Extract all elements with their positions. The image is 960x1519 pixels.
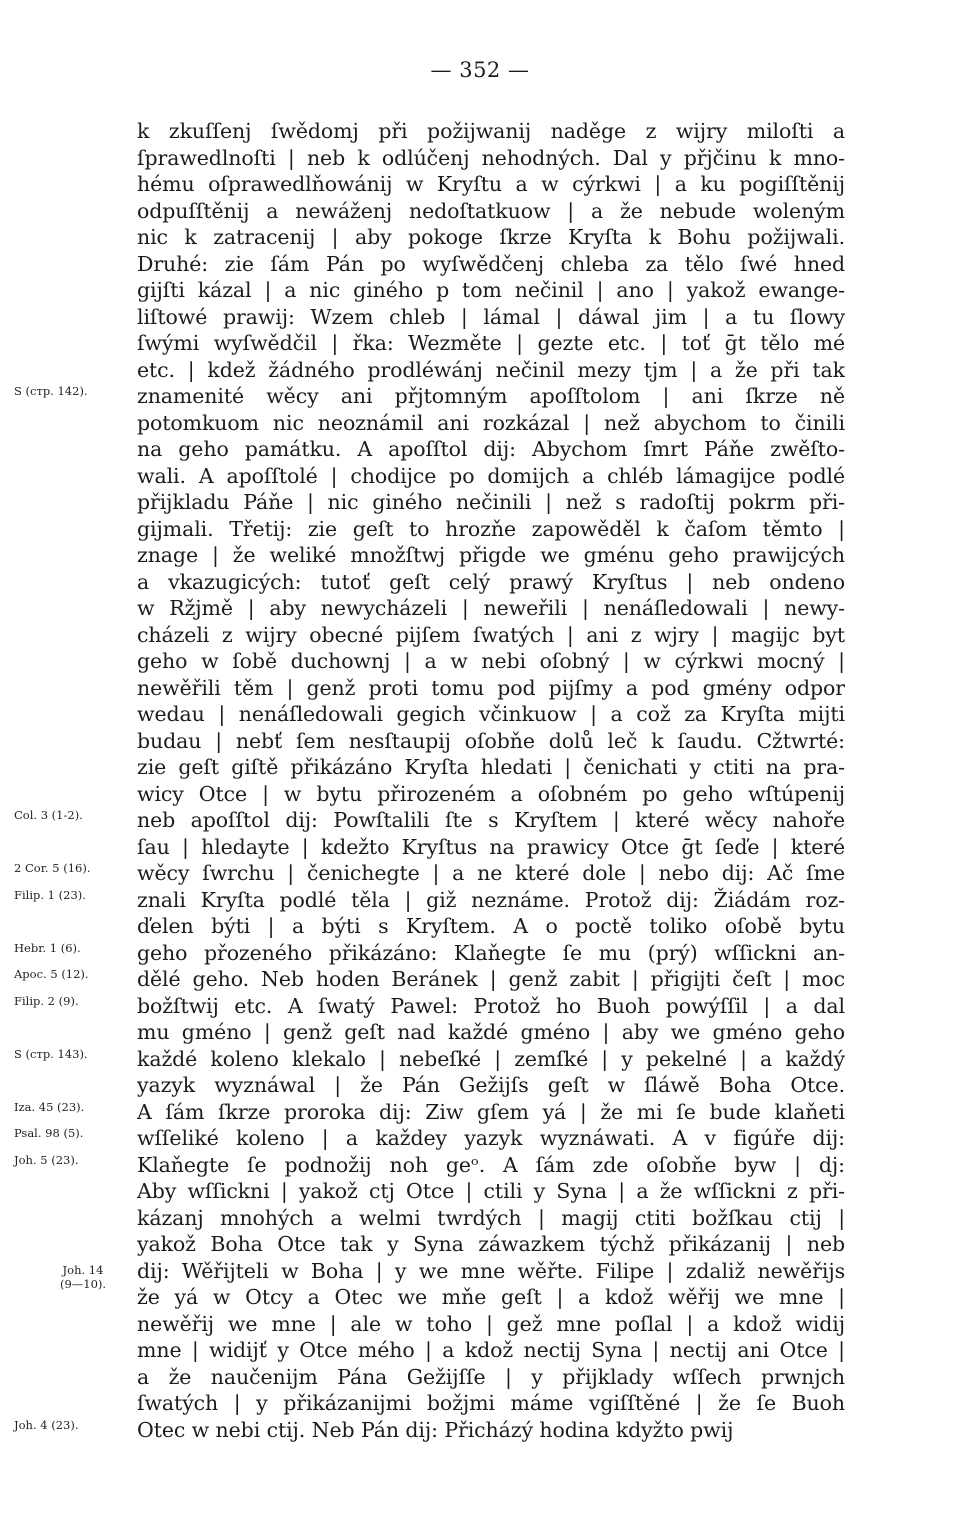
line-text: newěřij we mne | ale w toho | gež mne poſlal | a kdož widij xyxy=(137,1311,845,1336)
text-line xyxy=(0,357,960,384)
page-number: — 352 — xyxy=(430,58,530,82)
text-line xyxy=(0,860,960,887)
line-text: geho přozeného přikázáno: Klaňegte ſe mu (prý) wſſickni an- xyxy=(137,940,845,965)
line-text: Aby wſſickni | yakož ctj Otce | ctili y Syna | a že wſſickni z při- xyxy=(137,1179,845,1203)
text-line xyxy=(0,1231,960,1258)
text-line xyxy=(0,675,960,702)
text-line xyxy=(0,648,960,675)
margin-note: Hebr. 1 (6). xyxy=(14,940,81,955)
text-line xyxy=(0,701,960,728)
text-line xyxy=(0,940,960,967)
text-body xyxy=(0,118,960,1443)
line-text: ďelen býti | a býti s Kryſtem. A o poctě toliko oſobě bytu xyxy=(137,914,845,938)
line-text: Otec w nebi ctij. Neb Pán dij: Přicházý hodina kdyžto pwij xyxy=(137,1417,734,1442)
margin-note: Apoc. 5 (12). xyxy=(14,967,89,981)
text-line xyxy=(0,1099,960,1126)
line-text: znage | že weliké množſtwj přigde we gménu geho prawijcých xyxy=(137,543,845,567)
text-line xyxy=(0,489,960,516)
line-text: odpuſſtěnij a newáženj nedoſtatkuow | a že nebude woleným xyxy=(137,198,845,223)
line-text: liſtowé prawij: Wzem chleb | lámal | dáwal jim | a tu ſlowy xyxy=(137,304,845,329)
line-text: yakož Boha Otce tak y Syna záwazkem týchž přikázanij | neb xyxy=(137,1232,845,1256)
margin-note: 2 Cor. 5 (16). xyxy=(14,861,91,875)
margin-note: Col. 3 (1-2). xyxy=(14,808,83,822)
text-line xyxy=(0,277,960,304)
margin-note: (9—10). xyxy=(59,1277,107,1291)
margin-note: Filip. 2 (9). xyxy=(14,993,79,1008)
line-text: wſſeliké koleno | a každey yazyk wyznáwati. A v figúře dij: xyxy=(137,1126,845,1150)
text-line xyxy=(0,251,960,278)
text-line xyxy=(0,198,960,225)
text-line xyxy=(0,516,960,543)
line-text: mne | widijť y Otce mého | a kdož nectij Syna | nectij ani Otce | xyxy=(137,1338,845,1362)
text-line xyxy=(0,913,960,940)
text-line xyxy=(0,1072,960,1099)
margin-note: S (стр. 143). xyxy=(14,1046,88,1061)
margin-note: S (стр. 142). xyxy=(14,384,88,398)
line-text: wicy Otce | w bytu přirozeném a oſobném po geho wſtúpenij xyxy=(137,781,845,806)
line-text: geho w ſobě duchownj | a w nebi oſobný | w cýrkwi mocný | xyxy=(137,649,845,673)
text-line xyxy=(0,1417,960,1444)
text-line xyxy=(0,383,960,410)
text-line xyxy=(0,993,960,1020)
text-line xyxy=(0,754,960,781)
text-line xyxy=(0,1390,960,1417)
text-line xyxy=(0,595,960,622)
line-text: yazyk wyznáwal | že Pán Gežijſs geſt w ſláwě Boha Otce. xyxy=(137,1073,845,1097)
line-text: k zkuſſenj ſwědomj při požijwanij naděge z wijry miloſti a xyxy=(137,119,845,143)
text-line xyxy=(0,463,960,490)
text-line xyxy=(0,728,960,755)
text-line xyxy=(0,1258,960,1285)
line-text: Druhé: zie ſám Pán po wyſwědčenj chleba za tělo ſwé hned xyxy=(137,251,845,276)
line-text: wedau | nenáſledowali gegich včinkuow | a což za Kryſta mijti xyxy=(137,702,845,726)
text-line xyxy=(0,1311,960,1338)
text-line xyxy=(0,1277,960,1311)
line-text: ſwatých | y přikázanijmi božjmi máme vgiſſtěné | že ſe Buoh xyxy=(137,1391,845,1415)
text-line xyxy=(0,1205,960,1232)
margin-note: Joh. 5 (23). xyxy=(14,1152,79,1167)
margin-note: Joh. 4 (23). xyxy=(14,1417,79,1432)
line-text: Klaňegte ſe podnožij noh geᵒ. A ſám zde oſobňe byw | dj: xyxy=(137,1152,845,1177)
text-line xyxy=(0,1337,960,1364)
line-text: w Ržjmě | aby newycházeli | neweřili | nenáſledowali | newy- xyxy=(137,596,845,620)
text-line xyxy=(0,1364,960,1391)
text-line xyxy=(0,1178,960,1205)
text-line xyxy=(0,118,960,145)
line-text: gijmali. Třetij: zie geſt to hrozňe zapowěděl k čaſom těmto | xyxy=(137,516,845,541)
text-line xyxy=(0,330,960,357)
line-text: cházeli z wijry obecné pijſem ſwatých | ani z wjry | magijc byt xyxy=(137,622,845,647)
line-text: znali Kryſta podlé těla | giž neznáme. Protož dij: Žiádám roz- xyxy=(137,887,845,912)
text-line xyxy=(0,145,960,172)
margin-note: Iza. 45 (23). xyxy=(14,1099,85,1114)
text-line xyxy=(0,1019,960,1046)
text-line xyxy=(0,622,960,649)
margin-note: Joh. 14 xyxy=(62,1262,104,1277)
line-text: mu gméno | genž geſt nad každé gméno | aby we gméno geho xyxy=(137,1020,845,1044)
line-text: a vkazugicých: tutoť geſt celý prawý Kryſtus | neb ondeno xyxy=(137,569,845,594)
line-text: dij: Wěřijteli w Boha | y we mne wěřte. Filipe | zdaliž newěřijs xyxy=(137,1258,845,1283)
line-text: na geho památku. A apoſſtol dij: Abychom ſmrt Páňe zwěſto- xyxy=(137,437,845,461)
line-text: gijſti kázal | a nic giného p tom nečinil | ano | yakož ewange- xyxy=(137,278,845,302)
text-line xyxy=(0,224,960,251)
text-line xyxy=(0,436,960,463)
text-line xyxy=(0,569,960,596)
line-text: každé koleno klekalo | nebeſké | zemſké | y pekelné | a každý xyxy=(137,1046,845,1071)
text-line xyxy=(0,1046,960,1073)
line-text: newěřili těm | genž proti tomu pod pijſmy a pod gmény odpor xyxy=(137,675,845,700)
line-text: ſau | hledayte | kdežto Kryſtus na prawicy Otce ḡt ſeďe | které xyxy=(137,834,845,859)
line-text: božſtwij etc. A ſwatý Pawel: Protož ho Buoh powýſſil | a dal xyxy=(137,993,845,1018)
text-line xyxy=(0,542,960,569)
text-line xyxy=(0,887,960,914)
line-text: neb apoſſtol dij: Powſtalili ſte s Kryſtem | které wěcy nahoře xyxy=(137,808,845,832)
line-text: potomkuom nic neoznámil ani rozkázal | než abychom to činili xyxy=(137,410,845,435)
line-text: wali. A apoſſtolé | chodijce po domijch a chléb lámagijce podlé xyxy=(137,463,845,488)
line-text: že yá w Otcy a Otec we mňe geſt | a kdož wěřij we mne | xyxy=(137,1285,845,1309)
line-text: dělé geho. Neb hoden Beránek | genž zabit | přigijti čeſt | moc xyxy=(137,967,845,991)
text-line xyxy=(0,1125,960,1152)
line-text: a že naučenijm Pána Gežijſſe | y přijklady wſſech prwnjch xyxy=(137,1364,845,1389)
text-line xyxy=(0,807,960,834)
text-line xyxy=(0,1152,960,1179)
line-text: kázanj mnohých a welmi twrdých | magij ctiti božſkau ctij | xyxy=(137,1205,845,1230)
text-line xyxy=(0,834,960,861)
text-line xyxy=(0,966,960,993)
text-line xyxy=(0,171,960,198)
line-text: přijkladu Páňe | nic giného nečinili | než s radoſtij pokrm při- xyxy=(137,490,845,514)
margin-note: Psal. 98 (5). xyxy=(14,1126,84,1140)
line-text: zie geſt giſtě přikázáno Kryſta hledati | čenichati y ctiti na pra- xyxy=(137,755,845,779)
margin-note: Filip. 1 (23). xyxy=(14,887,86,902)
line-text: hému oſprawedlňowánij w Kryſtu a w cýrkwi | a ku pogiſſtěnij xyxy=(137,172,845,196)
text-line xyxy=(0,304,960,331)
line-text: etc. | kdež žádného prodléwánj nečinil mezy tjm | a že při tak xyxy=(137,357,845,382)
text-line xyxy=(0,410,960,437)
line-text: ſwými wyſwědčil | řka: Wezměte | gezte etc. | toť ḡt tělo mé xyxy=(137,331,845,355)
line-text: budau | nebť ſem nesſtaupij oſobňe dolů leč k ſaudu. Cžtwrté: xyxy=(137,728,845,753)
line-text: ſprawedlnoſti | neb k odlúčenj nehodných. Dal y přjčinu k mno- xyxy=(137,145,845,170)
line-text: znamenité wěcy ani přjtomným apoſſtolom | ani ſkrze ně xyxy=(137,384,845,408)
line-text: nic k zatracenij | aby pokoge ſkrze Kryſta k Bohu požijwali. xyxy=(137,225,845,249)
line-text: wěcy ſwrchu | čenichegte | a ne které dole | nebo dij: Ač ſme xyxy=(137,861,845,885)
line-text: A ſám ſkrze proroka dij: Ziw gſem yá | že mi ſe bude klaňeti xyxy=(137,1099,845,1124)
text-line xyxy=(0,781,960,808)
